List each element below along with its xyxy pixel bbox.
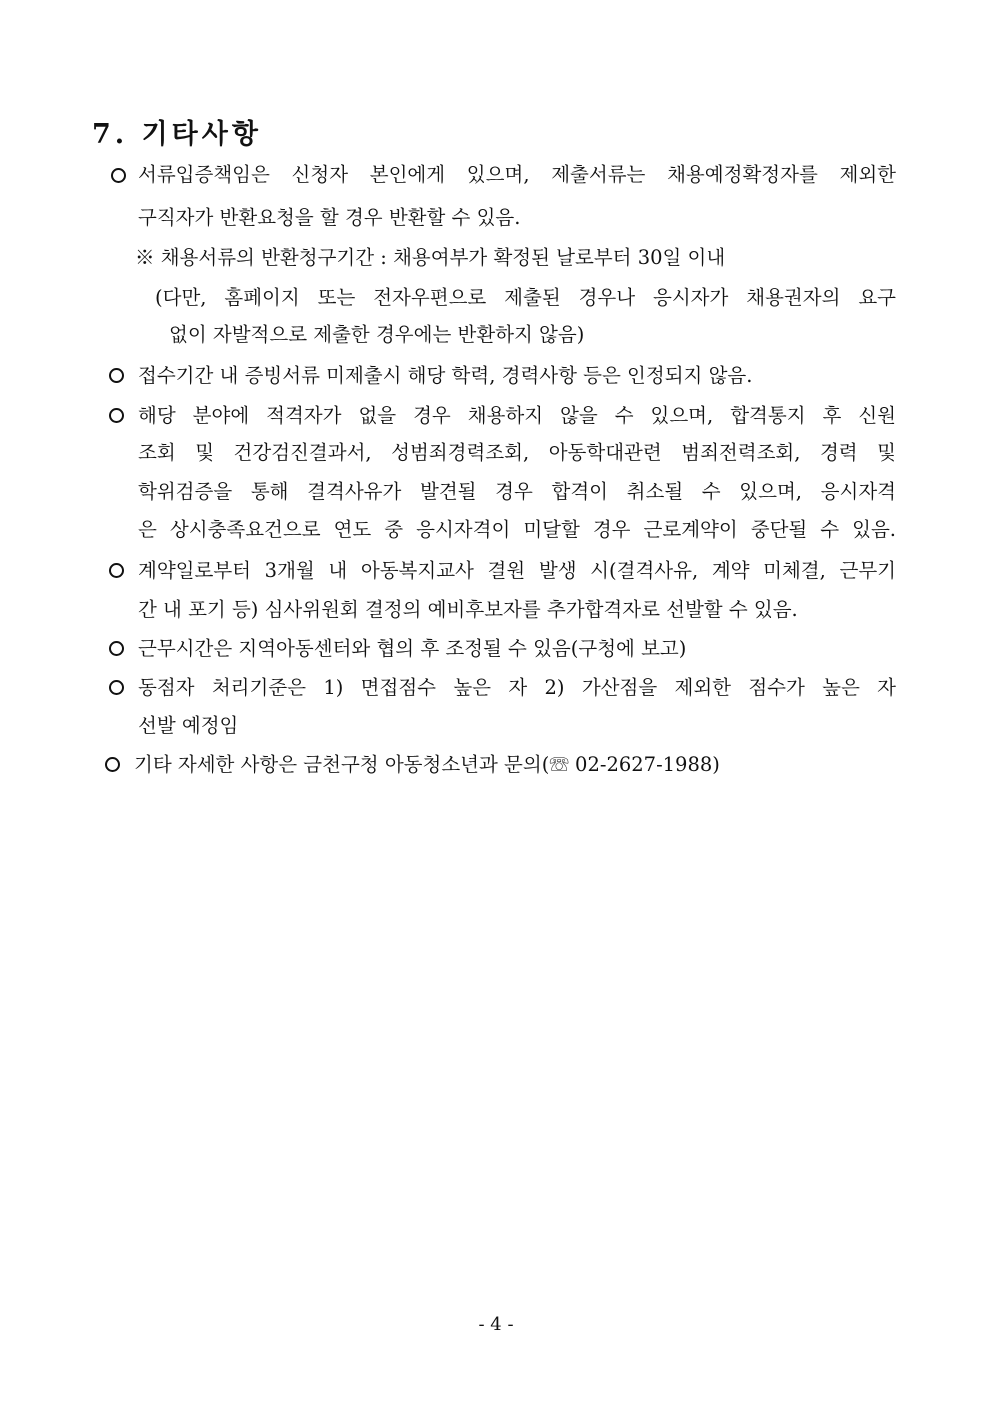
item-1-line-1: 서류입증책임은 신청자 본인에게 있으며, 제출서류는 채용예정확정자를 제외한	[138, 163, 896, 186]
item-3-line-2: 조회 및 건강검진결과서, 성범죄경력조회, 아동학대관련 범죄전력조회, 경력 및	[138, 441, 896, 464]
circle-bullet-icon	[109, 641, 124, 656]
item-7-line-1: 기타 자세한 사항은 금천구청 아동청소년과 문의(☏ 02-2627-1988)	[134, 753, 720, 776]
page-number: - 4 -	[478, 1314, 514, 1335]
circle-bullet-icon	[109, 408, 124, 423]
item-4-line-1: 계약일로부터 3개월 내 아동복지교사 결원 발생 시(결격사유, 계약 미체결, 근무기	[138, 559, 896, 582]
circle-bullet-icon	[111, 168, 126, 183]
item-3-line-4: 은 상시충족요건으로 연도 중 응시자격이 미달할 경우 근로계약이 중단될 수 있음.	[138, 518, 896, 541]
item-3-line-1: 해당 분야에 적격자가 없을 경우 채용하지 않을 수 있으며, 합격통지 후 신원	[138, 404, 896, 427]
section-title: 7. 기타사항	[92, 119, 262, 150]
item-4-line-2: 간 내 포기 등) 심사위원회 결정의 예비후보자를 추가합격자로 선발할 수 있음.	[138, 598, 798, 621]
item-6-line-2: 선발 예정임	[138, 714, 239, 737]
item-5-line-1: 근무시간은 지역아동센터와 협의 후 조정될 수 있음(구청에 보고)	[138, 637, 687, 660]
item-3-line-3: 학위검증을 통해 결격사유가 발견될 경우 합격이 취소될 수 있으며, 응시자격	[138, 480, 896, 503]
circle-bullet-icon	[109, 680, 124, 695]
item-1-note-paren-2: 없이 자발적으로 제출한 경우에는 반환하지 않음)	[169, 323, 585, 346]
circle-bullet-icon	[105, 757, 120, 772]
item-2-line-1: 접수기간 내 증빙서류 미제출시 해당 학력, 경력사항 등은 인정되지 않음.	[138, 364, 753, 387]
item-1-note-paren-1: (다만, 홈페이지 또는 전자우편으로 제출된 경우나 응시자가 채용권자의 요구	[155, 286, 896, 309]
item-6-line-1: 동점자 처리기준은 1) 면접점수 높은 자 2) 가산점을 제외한 점수가 높은 자	[138, 676, 896, 699]
circle-bullet-icon	[109, 368, 124, 383]
circle-bullet-icon	[109, 563, 124, 578]
item-1-note-line: ※ 채용서류의 반환청구기간 : 채용여부가 확정된 날로부터 30일 이내	[135, 246, 726, 269]
item-1-line-2: 구직자가 반환요청을 할 경우 반환할 수 있음.	[138, 206, 521, 229]
